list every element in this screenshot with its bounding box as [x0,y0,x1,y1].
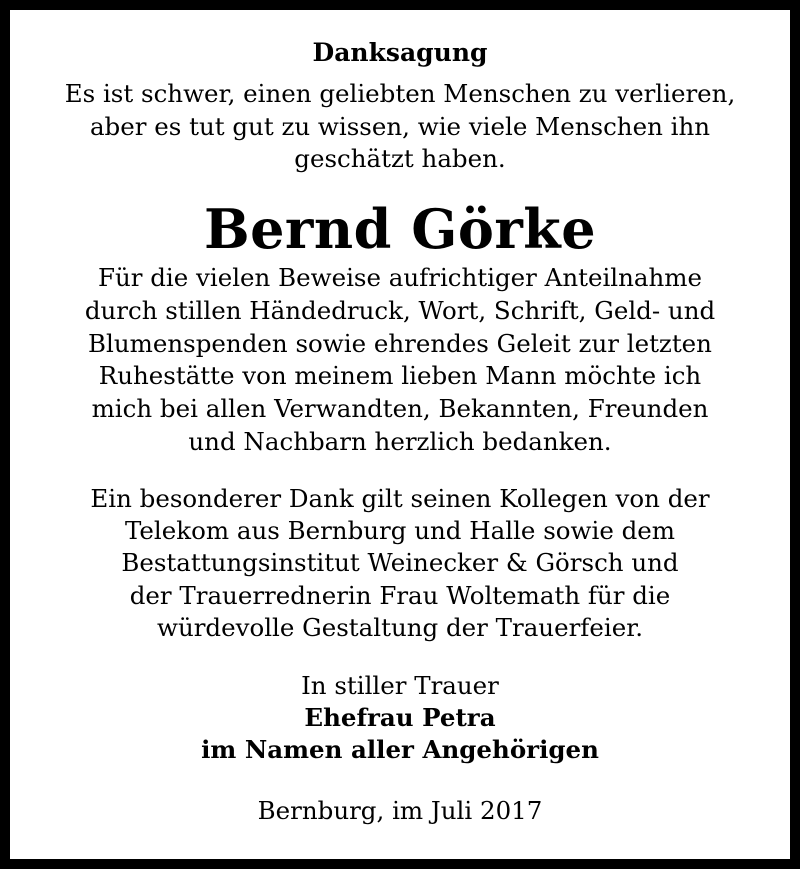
special-thanks-line: Telekom aus Bernburg und Halle sowie dem [124,516,676,546]
thanks-line: durch stillen Händedruck, Wort, Schrift, Geld- und [84,295,716,325]
intro-paragraph [10,78,790,176]
obituary-notice [10,10,790,859]
special-thanks-line: Bestattungsinstitut Weinecker & Görsch und [121,548,679,578]
deceased-name: Bernd Görke [203,197,597,261]
intro-line: geschätzt haben. [294,144,506,173]
thanks-line: Für die vielen Beweise aufrichtiger Anteilnahme [97,263,703,292]
special-thanks-line: Ein besonderer Dank gilt seinen Kollegen von der [90,484,710,513]
intro-line: Es ist schwer, einen geliebten Menschen zu verlieren, [64,79,736,108]
mourning-line: In stiller Trauer [301,671,499,700]
special-thanks-line: würdevolle Gestaltung der Trauerfeier. [156,612,644,642]
on-behalf-line: im Namen aller Angehörigen [201,735,599,764]
thanks-paragraph [10,262,790,459]
thanks-line: und Nachbarn herzlich bedanken. [188,426,612,456]
special-thanks-line: der Trauerrednerin Frau Woltemath für die [129,580,671,610]
signer-name: Ehefrau Petra [304,703,496,732]
place-date: Bernburg, im Juli 2017 [257,796,543,825]
special-thanks-paragraph [10,483,790,644]
notice-heading: Danksagung [312,38,488,67]
thanks-line: Ruhestätte von meinem lieben Mann möchte ich [98,361,702,391]
thanks-line: Blumenspenden sowie ehrendes Geleit zur letzten [88,328,712,358]
thanks-line: mich bei allen Verwandten, Bekannten, Freunden [91,394,709,424]
signoff-block [10,670,790,766]
intro-line: aber es tut gut zu wissen, wie viele Menschen ihn [89,111,711,141]
